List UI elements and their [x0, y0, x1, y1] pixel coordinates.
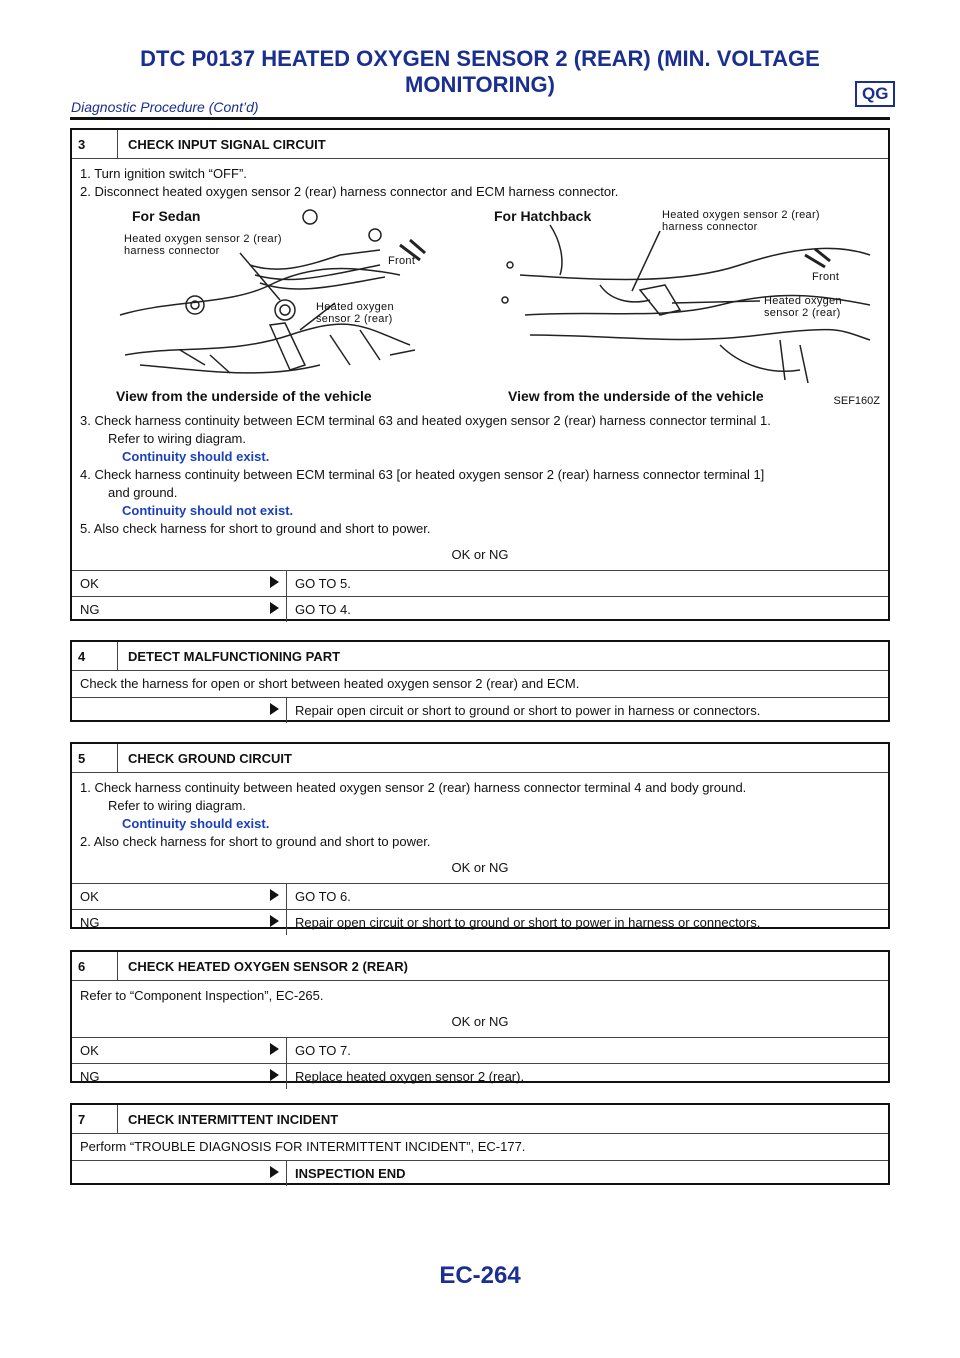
arrow-right-icon — [262, 703, 286, 718]
arrow-right-icon — [262, 1069, 286, 1084]
instruction: Perform “TROUBLE DIAGNOSIS FOR INTERMITTENT INCIDENT”, EC-177. — [80, 1139, 526, 1154]
result-action: Repair open circuit or short to ground or short to power in harness or connectors. — [286, 698, 888, 723]
result-row-ng — [72, 596, 888, 622]
result-label: OK — [80, 576, 99, 591]
result-row-ok — [72, 570, 888, 596]
step-title: CHECK HEATED OXYGEN SENSOR 2 (REAR) — [128, 958, 409, 974]
callout-line: Heated oxygen — [316, 301, 394, 313]
result-action: GO TO 4. — [286, 597, 888, 622]
instruction-3-spec: Continuity should exist. — [122, 449, 270, 464]
sedan-front-callout: Front — [388, 255, 416, 267]
instruction: Refer to “Component Inspection”, EC-265. — [80, 988, 324, 1003]
for-hatchback-label: For Hatchback — [494, 208, 592, 224]
connector-location-figure — [80, 205, 880, 410]
sedan-view-caption: View from the underside of the vehicle — [116, 388, 372, 404]
page-title — [0, 46, 960, 98]
result-row — [72, 697, 888, 723]
sedan-connector-callout — [124, 233, 282, 257]
step-5-block — [70, 742, 890, 929]
step-title: CHECK INPUT SIGNAL CIRCUIT — [128, 136, 326, 152]
step-7-title-bar — [72, 1105, 888, 1134]
ok-or-ng-label: OK or NG — [451, 860, 509, 875]
result-label: NG — [80, 1069, 100, 1084]
step-title: CHECK INTERMITTENT INCIDENT — [128, 1111, 339, 1127]
step-number: 5 — [72, 744, 118, 772]
ok-or-ng-label: OK or NG — [451, 547, 509, 562]
step-4-block — [70, 640, 890, 722]
callout-line: harness connector — [124, 245, 220, 257]
result-action: GO TO 5. — [286, 571, 888, 596]
step-7-body — [72, 1134, 888, 1160]
result-row-ok — [72, 883, 888, 909]
ok-or-ng-label: OK or NG — [451, 1014, 509, 1029]
header-rule — [70, 117, 890, 120]
result-action: Repair open circuit or short to ground or short to power in harness or connectors. — [286, 910, 888, 935]
step-3-body — [72, 159, 888, 570]
instruction-1-ref: Refer to wiring diagram. — [108, 798, 246, 813]
step-5-body — [72, 773, 888, 883]
step-number: 3 — [72, 130, 118, 158]
result-action: INSPECTION END — [286, 1161, 888, 1186]
arrow-right-icon — [262, 1043, 286, 1058]
step-number: 4 — [72, 642, 118, 670]
page-number: EC-264 — [439, 1262, 521, 1289]
instruction-4-cont: and ground. — [108, 485, 178, 500]
arrow-right-icon — [262, 1166, 286, 1181]
result-action: GO TO 7. — [286, 1038, 888, 1063]
for-sedan-label: For Sedan — [132, 208, 201, 224]
step-6-body — [72, 981, 888, 1037]
step-7-block — [70, 1103, 890, 1185]
step-title: CHECK GROUND CIRCUIT — [128, 750, 292, 766]
arrow-right-icon — [262, 915, 286, 930]
hatch-sensor-callout — [764, 295, 842, 319]
instruction-1-spec: Continuity should exist. — [122, 816, 270, 831]
instruction-2: 2. Also check harness for short to ground and short to power. — [80, 834, 431, 849]
result-label: NG — [80, 915, 100, 930]
step-6-block — [70, 950, 890, 1083]
arrow-right-icon — [262, 602, 286, 617]
instruction-2: 2. Disconnect heated oxygen sensor 2 (rear) harness connector and ECM harness connector. — [80, 184, 619, 199]
result-row-ng — [72, 1063, 888, 1089]
result-label: OK — [80, 889, 99, 904]
hatch-front-callout: Front — [812, 271, 840, 283]
sedan-sensor-callout — [316, 301, 394, 325]
arrow-right-icon — [262, 889, 286, 904]
step-3-title-bar — [72, 130, 888, 159]
hatch-connector-callout — [662, 209, 820, 233]
instruction-1: 1. Check harness continuity between heated oxygen sensor 2 (rear) harness connector terminal 4 and body ground. — [80, 780, 747, 795]
result-action: Replace heated oxygen sensor 2 (rear). — [286, 1064, 888, 1089]
page-title-line-2: MONITORING) — [405, 72, 555, 97]
page-subtitle: Diagnostic Procedure (Cont’d) — [71, 99, 259, 115]
result-row-ng — [72, 909, 888, 935]
step-5-title-bar — [72, 744, 888, 773]
figure-code: SEF160Z — [833, 395, 880, 407]
page-title-line-1: DTC P0137 HEATED OXYGEN SENSOR 2 (REAR) (MIN. VOLTAGE — [140, 46, 820, 71]
result-row-ok — [72, 1037, 888, 1063]
step-4-body — [72, 671, 888, 697]
instruction-4: 4. Check harness continuity between ECM terminal 63 [or heated oxygen sensor 2 (rear) harness connector terminal 1] — [80, 467, 765, 482]
instruction-5: 5. Also check harness for short to ground and short to power. — [80, 521, 431, 536]
step-6-title-bar — [72, 952, 888, 981]
step-3-block — [70, 128, 890, 621]
result-action: GO TO 6. — [286, 884, 888, 909]
hatch-view-caption: View from the underside of the vehicle — [508, 388, 764, 404]
step-number: 6 — [72, 952, 118, 980]
result-label: OK — [80, 1043, 99, 1058]
arrow-right-icon — [262, 576, 286, 591]
engine-badge: QG — [855, 81, 895, 107]
instruction-3-ref: Refer to wiring diagram. — [108, 431, 246, 446]
step-4-title-bar — [72, 642, 888, 671]
callout-line: sensor 2 (rear) — [316, 313, 393, 325]
instruction-3: 3. Check harness continuity between ECM terminal 63 and heated oxygen sensor 2 (rear) harness connector terminal 1. — [80, 413, 771, 428]
instruction-4-spec: Continuity should not exist. — [122, 503, 294, 518]
callout-line: sensor 2 (rear) — [764, 307, 841, 319]
result-row — [72, 1160, 888, 1186]
step-title: DETECT MALFUNCTIONING PART — [128, 648, 341, 664]
instruction: Check the harness for open or short between heated oxygen sensor 2 (rear) and ECM. — [80, 676, 580, 691]
result-label: NG — [80, 602, 100, 617]
callout-line: Heated oxygen sensor 2 (rear) — [124, 233, 282, 245]
instruction-1: 1. Turn ignition switch “OFF”. — [80, 166, 247, 181]
callout-line: Heated oxygen sensor 2 (rear) — [662, 209, 820, 221]
callout-line: harness connector — [662, 221, 758, 233]
step-number: 7 — [72, 1105, 118, 1133]
callout-line: Heated oxygen — [764, 295, 842, 307]
